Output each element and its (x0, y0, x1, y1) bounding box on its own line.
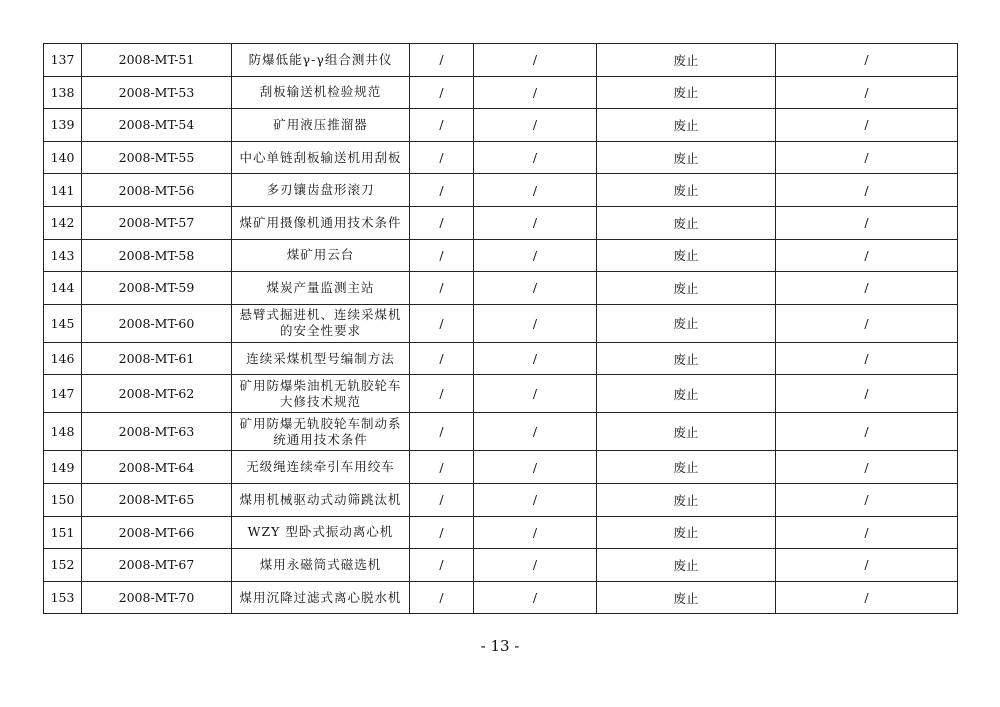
row-number-cell: 148 (44, 413, 82, 451)
row-number-cell: 144 (44, 272, 82, 305)
column-7-cell: / (776, 483, 958, 516)
row-number-cell: 145 (44, 304, 82, 342)
standard-name-cell: 煤用永磁筒式磁选机 (232, 549, 410, 582)
column-5-cell: / (474, 76, 597, 109)
column-4-cell: / (410, 483, 474, 516)
column-7-cell: / (776, 581, 958, 614)
column-4-cell: / (410, 44, 474, 77)
status-cell: 废止 (597, 342, 776, 375)
table-row (44, 109, 958, 142)
column-4-cell: / (410, 76, 474, 109)
standard-code-cell: 2008-MT-51 (82, 44, 232, 77)
status-cell: 废止 (597, 375, 776, 413)
column-4-cell: / (410, 375, 474, 413)
table-row (44, 141, 958, 174)
column-5-cell: / (474, 413, 597, 451)
standard-name-cell: 煤用沉降过滤式离心脱水机 (232, 581, 410, 614)
column-7-cell: / (776, 451, 958, 484)
column-5-cell: / (474, 549, 597, 582)
standard-name-cell: WZY 型卧式振动离心机 (232, 516, 410, 549)
status-cell: 废止 (597, 451, 776, 484)
status-cell: 废止 (597, 413, 776, 451)
table-row (44, 76, 958, 109)
column-4-cell: / (410, 206, 474, 239)
table-row (44, 304, 958, 342)
table-body (44, 44, 958, 614)
status-cell: 废止 (597, 109, 776, 142)
column-4-cell: / (410, 304, 474, 342)
column-5-cell: / (474, 451, 597, 484)
status-cell: 废止 (597, 272, 776, 305)
row-number-cell: 142 (44, 206, 82, 239)
column-7-cell: / (776, 76, 958, 109)
column-4-cell: / (410, 581, 474, 614)
standard-name-cell: 矿用防爆柴油机无轨胶轮车大修技术规范 (232, 375, 410, 413)
table-row (44, 174, 958, 207)
column-4-cell: / (410, 239, 474, 272)
column-4-cell: / (410, 516, 474, 549)
column-5-cell: / (474, 483, 597, 516)
column-4-cell: / (410, 272, 474, 305)
row-number-cell: 139 (44, 109, 82, 142)
standard-name-cell: 煤炭产量监测主站 (232, 272, 410, 305)
status-cell: 废止 (597, 304, 776, 342)
status-cell: 废止 (597, 141, 776, 174)
standard-code-cell: 2008-MT-60 (82, 304, 232, 342)
standard-name-cell: 防爆低能γ-γ组合测井仪 (232, 44, 410, 77)
standard-name-cell: 刮板输送机检验规范 (232, 76, 410, 109)
standard-code-cell: 2008-MT-55 (82, 141, 232, 174)
page-number: - 13 - (480, 637, 520, 655)
status-cell: 废止 (597, 516, 776, 549)
row-number-cell: 153 (44, 581, 82, 614)
column-4-cell: / (410, 451, 474, 484)
table-row (44, 516, 958, 549)
standard-name-cell: 矿用防爆无轨胶轮车制动系统通用技术条件 (232, 413, 410, 451)
table-row (44, 272, 958, 305)
status-cell: 废止 (597, 549, 776, 582)
column-5-cell: / (474, 304, 597, 342)
standard-code-cell: 2008-MT-54 (82, 109, 232, 142)
row-number-cell: 152 (44, 549, 82, 582)
row-number-cell: 150 (44, 483, 82, 516)
standard-name-cell: 悬臂式掘进机、连续采煤机的安全性要求 (232, 304, 410, 342)
table-row (44, 483, 958, 516)
column-4-cell: / (410, 141, 474, 174)
row-number-cell: 137 (44, 44, 82, 77)
status-cell: 废止 (597, 76, 776, 109)
column-4-cell: / (410, 109, 474, 142)
standard-name-cell: 无级绳连续牵引车用绞车 (232, 451, 410, 484)
standard-code-cell: 2008-MT-63 (82, 413, 232, 451)
column-7-cell: / (776, 549, 958, 582)
standard-name-cell: 煤矿用摄像机通用技术条件 (232, 206, 410, 239)
standard-code-cell: 2008-MT-62 (82, 375, 232, 413)
standard-code-cell: 2008-MT-67 (82, 549, 232, 582)
standard-code-cell: 2008-MT-70 (82, 581, 232, 614)
table-row (44, 342, 958, 375)
column-5-cell: / (474, 516, 597, 549)
column-7-cell: / (776, 304, 958, 342)
standard-code-cell: 2008-MT-59 (82, 272, 232, 305)
column-7-cell: / (776, 413, 958, 451)
standard-code-cell: 2008-MT-58 (82, 239, 232, 272)
row-number-cell: 146 (44, 342, 82, 375)
row-number-cell: 143 (44, 239, 82, 272)
table-row (44, 206, 958, 239)
column-5-cell: / (474, 141, 597, 174)
column-7-cell: / (776, 375, 958, 413)
column-5-cell: / (474, 206, 597, 239)
standard-name-cell: 多刃镶齿盘形滚刀 (232, 174, 410, 207)
column-7-cell: / (776, 516, 958, 549)
row-number-cell: 140 (44, 141, 82, 174)
column-7-cell: / (776, 44, 958, 77)
table-row (44, 239, 958, 272)
column-5-cell: / (474, 174, 597, 207)
column-4-cell: / (410, 413, 474, 451)
column-5-cell: / (474, 109, 597, 142)
status-cell: 废止 (597, 174, 776, 207)
column-5-cell: / (474, 342, 597, 375)
standards-table (43, 43, 958, 614)
column-7-cell: / (776, 141, 958, 174)
table-row (44, 413, 958, 451)
row-number-cell: 151 (44, 516, 82, 549)
column-5-cell: / (474, 239, 597, 272)
status-cell: 废止 (597, 44, 776, 77)
standard-name-cell: 中心单链刮板输送机用刮板 (232, 141, 410, 174)
standard-name-cell: 矿用液压推溜器 (232, 109, 410, 142)
column-7-cell: / (776, 239, 958, 272)
status-cell: 废止 (597, 206, 776, 239)
column-5-cell: / (474, 581, 597, 614)
column-7-cell: / (776, 206, 958, 239)
column-4-cell: / (410, 549, 474, 582)
standard-code-cell: 2008-MT-66 (82, 516, 232, 549)
column-7-cell: / (776, 109, 958, 142)
row-number-cell: 141 (44, 174, 82, 207)
column-7-cell: / (776, 174, 958, 207)
column-7-cell: / (776, 342, 958, 375)
status-cell: 废止 (597, 483, 776, 516)
standard-code-cell: 2008-MT-64 (82, 451, 232, 484)
column-4-cell: / (410, 174, 474, 207)
status-cell: 废止 (597, 239, 776, 272)
standard-name-cell: 煤用机械驱动式动筛跳汰机 (232, 483, 410, 516)
column-5-cell: / (474, 44, 597, 77)
column-5-cell: / (474, 272, 597, 305)
standard-code-cell: 2008-MT-56 (82, 174, 232, 207)
table-row (44, 451, 958, 484)
table-row (44, 549, 958, 582)
status-cell: 废止 (597, 581, 776, 614)
column-5-cell: / (474, 375, 597, 413)
row-number-cell: 149 (44, 451, 82, 484)
standard-name-cell: 连续采煤机型号编制方法 (232, 342, 410, 375)
row-number-cell: 147 (44, 375, 82, 413)
row-number-cell: 138 (44, 76, 82, 109)
table-row (44, 44, 958, 77)
standard-code-cell: 2008-MT-65 (82, 483, 232, 516)
standard-code-cell: 2008-MT-53 (82, 76, 232, 109)
standard-code-cell: 2008-MT-57 (82, 206, 232, 239)
column-7-cell: / (776, 272, 958, 305)
standard-name-cell: 煤矿用云台 (232, 239, 410, 272)
table-row (44, 375, 958, 413)
table-row (44, 581, 958, 614)
column-4-cell: / (410, 342, 474, 375)
standard-code-cell: 2008-MT-61 (82, 342, 232, 375)
